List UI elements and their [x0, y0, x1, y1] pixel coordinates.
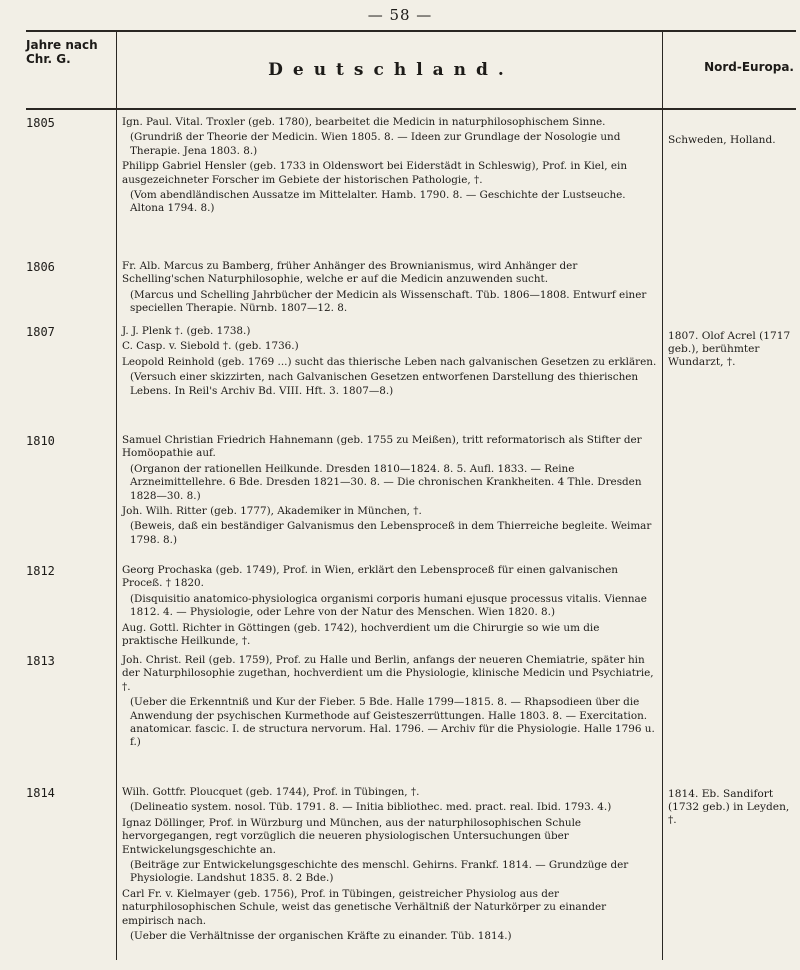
year-1814: 1814 — [26, 786, 55, 800]
year-1813: 1813 — [26, 654, 55, 668]
entry-note: (Versuch einer skizzirten, nach Galvanischen Gesetzen entworfenen Darstellung des thierischen Lebens. In Reil's Archiv Bd. VIII. Hft. 3. 1807—8.) — [130, 371, 639, 397]
entry-note: (Beweis, daß ein beständiger Galvanismus den Lebensproceß in dem Thierreiche begleite. Weimar 1798. 8.) — [130, 520, 652, 546]
year-1807: 1807 — [26, 325, 55, 339]
year-1806: 1806 — [26, 260, 55, 274]
side-entry-1807: 1807. Olof Acrel (1717 geb.), berühmter Wundarzt, †. — [668, 330, 791, 368]
entry-text: Philipp Gabriel Hensler (geb. 1733 in Oldenswort bei Eiderstädt in Schleswig), Prof. in Kiel, ein ausgezeichneter Forscher im Gebiete der historischen Pathologie, †. — [122, 160, 628, 186]
entry-text: Leopold Reinhold (geb. 1769 ...) sucht das thierische Leben nach galvanischen Gesetzen zu erklären. — [122, 355, 657, 368]
entry-text: Wilh. Gottfr. Ploucquet (geb. 1744), Prof. in Tübingen, †. — [122, 786, 420, 798]
header-region: Deutschland. — [268, 60, 514, 80]
column-divider — [662, 30, 663, 960]
entry-text: Georg Prochaska (geb. 1749), Prof. in Wien, erklärt den Lebensproceß für einen galvanischen Proceß. † 1820. — [122, 564, 618, 590]
year-1810: 1810 — [26, 434, 55, 448]
entry-text: Samuel Christian Friedrich Hahnemann (geb. 1755 zu Meißen), tritt reformatorisch als Stifter der Homöopathie auf. — [122, 434, 642, 460]
entry-text: Fr. Alb. Marcus zu Bamberg, früher Anhänger des Brownianismus, wird Anhänger der Schelling'schen Naturphilosophie, welche er auf die Medicin anzuwenden sucht. — [122, 260, 578, 286]
entry-text: Ign. Paul. Vital. Troxler (geb. 1780), bearbeitet die Medicin in naturphilosophischem Sinne. — [122, 116, 606, 128]
entry-note: (Ueber die Verhältnisse der organischen Kräfte zu einander. Tüb. 1814.) — [130, 930, 512, 943]
entry-text: C. Casp. v. Siebold †. (geb. 1736.) — [122, 340, 299, 353]
entry-note: (Beiträge zur Entwickelungsgeschichte des menschl. Gehirns. Frankf. 1814. — Grundzüge der Physiologie. Landshut 1835. 8. 2 Bde.) — [130, 859, 629, 885]
entry-1812 — [122, 564, 658, 650]
side-entry-1814: 1814. Eb. Sandifort (1732 geb.) in Leyden, †. — [668, 788, 790, 826]
entry-text: Joh. Wilh. Ritter (geb. 1777), Akademiker in München, †. — [122, 505, 422, 518]
side-entry-1805: Schweden, Holland. — [668, 134, 776, 146]
entry-note: (Grundriß der Theorie der Medicin. Wien 1805. 8. — Ideen zur Grundlage der Nosologie und Therapie. Jena 1803. 8.) — [130, 131, 621, 157]
page-number: — 58 — — [367, 6, 433, 24]
entry-note: (Disquisitio anatomico-physiologica organismi corporis humani ejusque processus vitalis. Viennae 1812. 4. — Physiologie, oder Lehre von der Natur des Menschen. Wien 1820. 8.) — [130, 592, 647, 619]
column-divider — [116, 30, 117, 960]
table-header — [26, 30, 796, 110]
entry-text: Carl Fr. v. Kielmayer (geb. 1756), Prof. in Tübingen, geistreicher Physiolog aus der naturphilosophischen Schule, weist das genetische Verhältniß der Naturkörper zu einander empirisch nach. — [122, 887, 607, 927]
header-side-region: Nord-Europa. — [704, 60, 794, 74]
entry-1810 — [122, 434, 658, 549]
entry-1814 — [122, 786, 658, 945]
entry-note: (Organon der rationellen Heilkunde. Dresden 1810—1824. 8. 5. Aufl. 1833. — Reine Arzneimittellehre. 6 Bde. Dresden 1821—30. 8. — Die chronischen Krankheiten. 4 Thle. Dresden 1828—30. 8.) — [130, 462, 642, 502]
entry-1806 — [122, 260, 658, 318]
year-1805: 1805 — [26, 116, 55, 130]
header-year-label: Jahre nach Chr. G. — [26, 38, 98, 66]
entry-note: (Ueber die Erkenntniß und Kur der Fieber. 5 Bde. Halle 1799—1815. 8. — Rhapsodieen über die Anwendung der psychischen Kurmethode auf Geisteszerrüttungen. Halle 1803. 8. — Exercitation. anatomicar. fascic. I. de structura nervorum. Hal. 1796. — Archiv für die Physiologie. Halle 1796 u. f.) — [130, 696, 655, 749]
year-1812: 1812 — [26, 564, 55, 578]
entry-note: (Delineatio system. nosol. Tüb. 1791. 8. — Initia bibliothec. med. pract. real. Ibid. 1793. 4.) — [130, 801, 612, 814]
entry-note: (Marcus und Schelling Jahrbücher der Medicin als Wissenschaft. Tüb. 1806—1808. Entwurf einer speciellen Therapie. Nürnb. 1807—12. 8. — [130, 288, 647, 315]
entry-text: J. J. Plenk †. (geb. 1738.) — [122, 325, 251, 337]
entry-1807 — [122, 325, 658, 400]
entry-text: Ignaz Döllinger, Prof. in Würzburg und München, aus der naturphilosophischen Schule hervorgegangen, regt vorzüglich die neueren physiologischen Untersuchungen über Entwickelungsgeschichte an. — [122, 816, 582, 856]
entry-note: (Vom abendländischen Aussatze im Mittelalter. Hamb. 1790. 8. — Geschichte der Lustseuche. Altona 1794. 8.) — [130, 189, 626, 215]
entry-text: Joh. Christ. Reil (geb. 1759), Prof. zu Halle und Berlin, anfangs der neueren Chemiatrie, später hin der Naturphilosophie zugethan, hochverdient um die Physiologie, klinische Medicin und Psychiatrie, †. — [122, 654, 654, 693]
entry-1813 — [122, 654, 658, 752]
entry-1805 — [122, 116, 658, 218]
entry-text: Aug. Gottl. Richter in Göttingen (geb. 1742), hochverdient um die Chirurgie so wie um die praktische Heilkunde, †. — [122, 621, 600, 648]
page-frame — [26, 30, 796, 960]
